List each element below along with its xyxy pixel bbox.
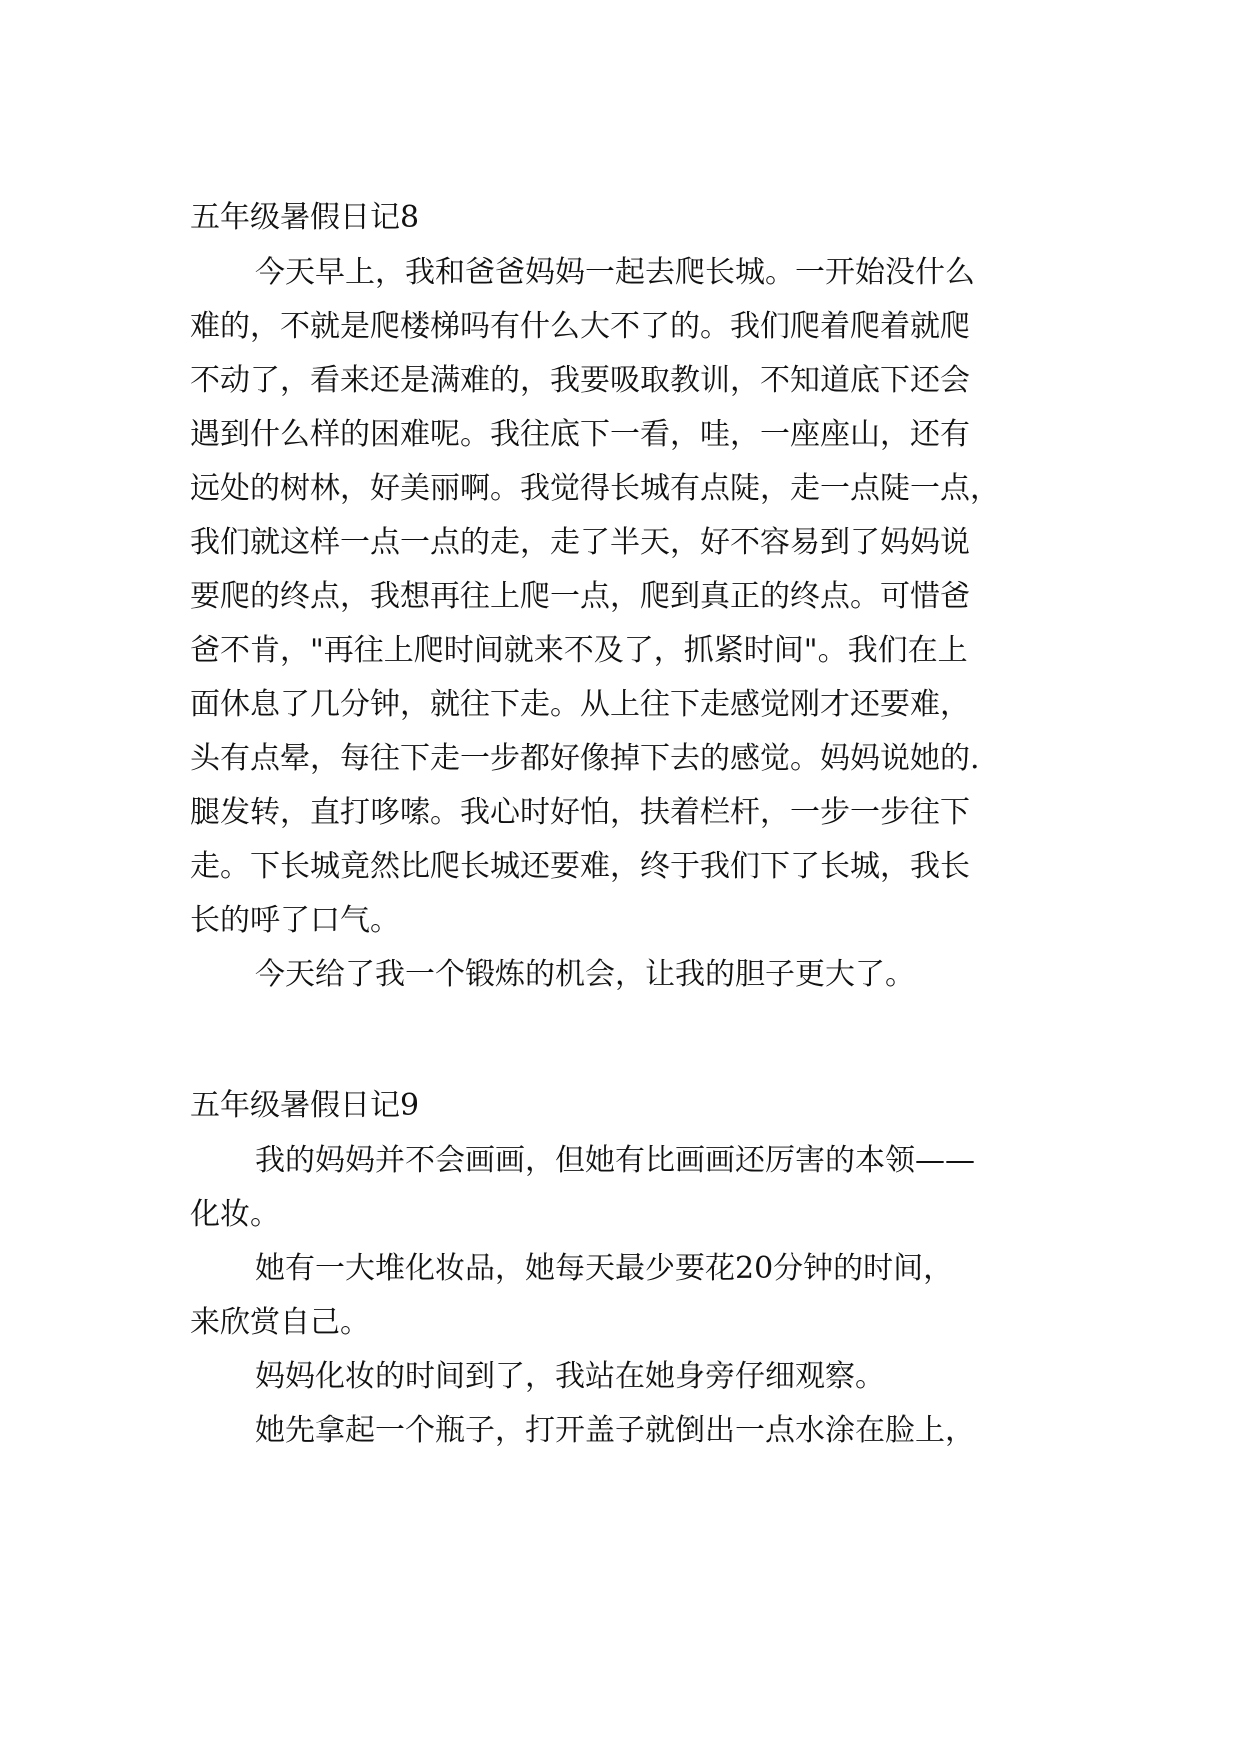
diary8-p2: 今天给了我一个锻炼的机会，让我的胆子更大了。: [255, 957, 915, 992]
diary8-p1-line: 我们就这样一点一点的走，走了半天，好不容易到了妈妈说: [190, 525, 970, 560]
diary9-title: 五年级暑假日记9: [190, 1088, 420, 1123]
diary9-p1-line: 化妆。: [190, 1197, 280, 1232]
diary9-p4: 她先拿起一个瓶子，打开盖子就倒出一点水涂在脸上，: [255, 1413, 975, 1448]
diary9-p2-line: 她有一大堆化妆品，她每天最少要花20分钟的时间，: [255, 1251, 954, 1286]
diary8-p1-line: 难的，不就是爬楼梯吗有什么大不了的。我们爬着爬着就爬: [190, 309, 970, 344]
diary8-p1-line: 长的呼了口气。: [190, 903, 400, 938]
diary8-p1-line: 不动了，看来还是满难的，我要吸取教训，不知道底下还会: [190, 363, 970, 398]
diary8-p1-line: 爸不肯，"再往上爬时间就来不及了，抓紧时间"。我们在上: [190, 633, 968, 668]
diary9-p2-line: 来欣赏自己。: [190, 1305, 370, 1340]
diary8-p1-line: 远处的树林，好美丽啊。我觉得长城有点陡，走一点陡一点，: [190, 471, 1000, 506]
diary9-p1-line: 我的妈妈并不会画画，但她有比画画还厉害的本领——: [255, 1143, 975, 1178]
diary8-p1-line: 走。下长城竟然比爬长城还要难，终于我们下了长城，我长: [190, 849, 970, 884]
diary8-title: 五年级暑假日记8: [190, 200, 420, 235]
diary9-p3: 妈妈化妆的时间到了，我站在她身旁仔细观察。: [255, 1359, 885, 1394]
diary8-p1-line: 遇到什么样的困难呢。我往底下一看，哇，一座座山，还有: [190, 417, 970, 452]
diary8-p1-line: 腿发转，直打哆嗦。我心时好怕，扶着栏杆，一步一步往下: [190, 795, 970, 830]
diary8-p1-line: 面休息了几分钟，就往下走。从上往下走感觉刚才还要难，: [190, 687, 970, 722]
diary8-p1-line: 要爬的终点，我想再往上爬一点，爬到真正的终点。可惜爸: [190, 579, 970, 614]
diary8-p1-line: 今天早上，我和爸爸妈妈一起去爬长城。一开始没什么: [255, 255, 975, 290]
diary8-p1-line: 头有点晕，每往下走一步都好像掉下去的感觉。妈妈说她的.: [190, 741, 980, 776]
